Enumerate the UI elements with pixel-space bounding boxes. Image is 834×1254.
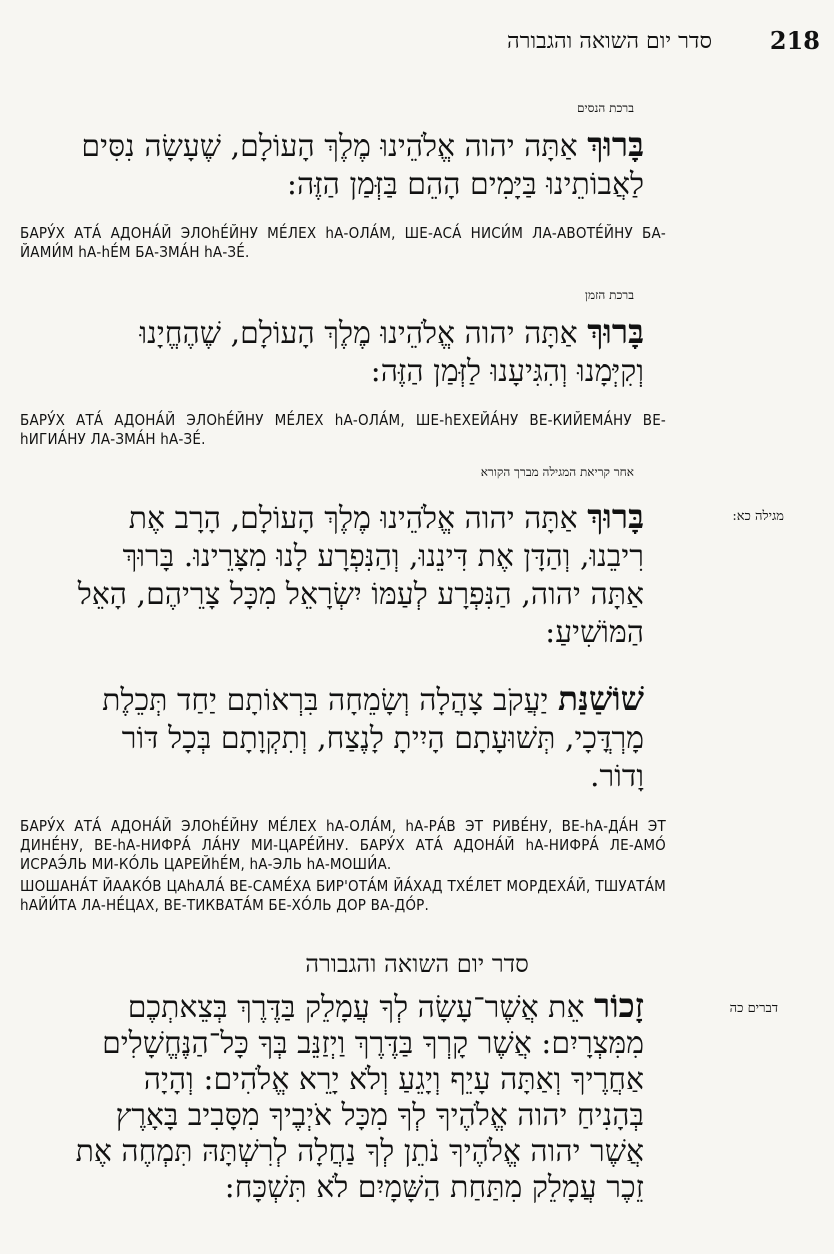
hebrew-line: בָּרוּךְ אַתָּה יהוה אֱלֹהֵינוּ מֶלֶךְ הָעוֹלָם, שֶׁהֶחֱיָנוּ — [139, 312, 644, 351]
piyyut-shoshanat-yaakov — [24, 680, 644, 796]
section-label-hazman: ברכת הזמן — [584, 288, 634, 302]
hebrew-line: זָכוֹר אֵת אֲשֶׁר־עָשָׂה לְךָ עֲמָלֵק בַּדֶּרֶךְ בְּצֵאתְכֶם — [127, 986, 644, 1025]
hebrew-line: אַחֲרֶיךָ וְאַתָּה עָיֵף וְיָגֵעַ וְלֹא יָרֵא אֱלֹהִים: וְהָיָה — [143, 1062, 644, 1097]
running-title: סדר יום השואה והגבורה — [507, 29, 712, 54]
lead-word: זָכוֹר — [594, 986, 644, 1025]
hebrew-line: אַתָּה יהוה, הַנִּפְרָע לְעַמּוֹ יִשְׂרָאֵל מִכָּל צָרֵיהֶם, הָאֵל — [77, 577, 644, 612]
section-label-after-megillah: אחר קריאת המגילה מברך הקורא — [480, 465, 634, 479]
side-note-megillah: מגילה כא: — [732, 509, 784, 524]
hebrew-line: רִיבֵנוּ, וְהַדָּן אֶת דִּינֵנוּ, וְהַנִּפְרָע לָנוּ מִצָּרֵינוּ. בָּרוּךְ — [122, 539, 644, 574]
hebrew-line: בְּהָנִיחַ יהוה אֱלֹהֶיךָ לְךָ מִכָּל אֹיְבֶיךָ מִסָּבִיב בָּאָרֶץ — [115, 1098, 644, 1133]
lead-word: בָּרוּךְ — [587, 312, 644, 351]
hebrew-line: וָדוֹר. — [589, 759, 644, 794]
section-label-hanisim: ברכת הנסים — [577, 101, 634, 115]
hebrew-line: הַמּוֹשִׁיעַ: — [545, 615, 644, 650]
hebrew-line: אֲשֶׁר יהוה אֱלֹהֶיךָ נֹתֵן לְךָ נַחֲלָה לְרִשְׁתָּהּ תִּמְחֶה אֶת — [75, 1134, 644, 1169]
lead-word: שׁוֹשַׁנַּת — [557, 679, 644, 718]
translit-hazman: БАРУ́Х АТА́ АДОНА́Й ЭЛОhЕ́ЙНУ МЕ́ЛЕХ hА-ОЛА́М, ШЕ-hЕХЕЙА́НУ ВЕ-КИЙЕМА́НУ ВЕ-hИГИА́НУ ЛА-ЗМА́Н hА-ЗЕ́. — [20, 411, 666, 448]
hebrew-line: מִמִּצְרָיִם: אֲשֶׁר קָרְךָ בַּדֶּרֶךְ וַיְזַנֵּב בְּךָ כָּל־הַנֶּחֱשָׁלִים — [102, 1026, 644, 1061]
blessing-hanisim — [24, 126, 644, 204]
blessing-hazman — [24, 313, 644, 391]
hebrew-line: לַאֲבוֹתֵינוּ בַּיָּמִים הָהֵם בַּזְּמַן הַזֶּה: — [286, 167, 644, 202]
translit-hanisim: БАРУ́Х АТА́ АДОНА́Й ЭЛОhЕ́ЙНУ МЕ́ЛЕХ hА-ОЛА́М, ШЕ-АСА́ НИСИ́М ЛА-АВОТЕ́ЙНУ БА-ЙАМИ́М hА-hЕ́М БА-ЗМА́Н hА-ЗЕ́. — [20, 224, 666, 261]
translit-harav: БАРУ́Х АТА́ АДОНА́Й ЭЛОhЕ́ЙНУ МЕ́ЛЕХ hА-ОЛА́М, hА-РА́В ЭТ РИВЕ́НУ, ВЕ-hА-ДА́Н ЭТ ДИНЕ́НУ, ВЕ-hА-НИФРА́ ЛА́НУ МИ-ЦАРЕ́ЙНУ. БАРУ́Х АТА́ АДОНА́Й hА-НИФРА́ ЛЕ-АМО́ ИСРАЭ́ЛЬ МИ-КО́ЛЬ ЦАРЕЙhЕ́М, hА-ЭЛЬ hА-МОШИ́А. — [20, 817, 666, 873]
side-note-devarim: דברים כה — [729, 1001, 778, 1016]
hebrew-line: וְקִיְּמָנוּ וְהִגִּיעָנוּ לַזְּמַן הַזֶּה: — [370, 354, 644, 389]
blessing-harav-et-rivenu — [24, 498, 644, 652]
passage-zachor — [14, 988, 644, 1206]
hebrew-line: זֵכֶר עֲמָלֵק מִתַּחַת הַשָּׁמָיִם לֹא תִּשְׁכָּח: — [224, 1170, 644, 1205]
lead-word: בָּרוּךְ — [587, 125, 644, 164]
translit-shoshanat: ШОШАНА́Т ЙААКО́В ЦАhАЛА́ ВЕ-САМЕ́ХА БИР'ОТА́М ЙА́ХАД ТХЕ́ЛЕТ МОРДЕХА́Й, ТШУАТА́М hАЙИ́ТА ЛА-НЕ́ЦАХ, ВЕ-ТИКВАТА́М БЕ-ХО́ЛЬ ДОР ВА-ДО́Р. — [20, 877, 666, 914]
lead-word: בָּרוּךְ — [587, 497, 644, 536]
hebrew-line: בָּרוּךְ אַתָּה יהוה אֱלֹהֵינוּ מֶלֶךְ הָעוֹלָם, הָרָב אֶת — [128, 497, 644, 536]
hebrew-line: בָּרוּךְ אַתָּה יהוה אֱלֹהֵינוּ מֶלֶךְ הָעוֹלָם, שֶׁעָשָׂה נִסִּים — [81, 125, 644, 164]
hebrew-line: מָרְדֳּכָי, תְּשׁוּעָתָם הָיִיתָ לָנֶצַח, וְתִקְוָתָם בְּכָל דּוֹר — [121, 721, 644, 756]
page-number: 218 — [769, 26, 820, 55]
section-title: סדר יום השואה והגבורה — [305, 950, 529, 978]
hebrew-line: שׁוֹשַׁנַּת יַעֲקֹב צָהֲלָה וְשָׂמֵחָה בִּרְאוֹתָם יַחַד תְּכֵלֶת — [102, 679, 644, 718]
